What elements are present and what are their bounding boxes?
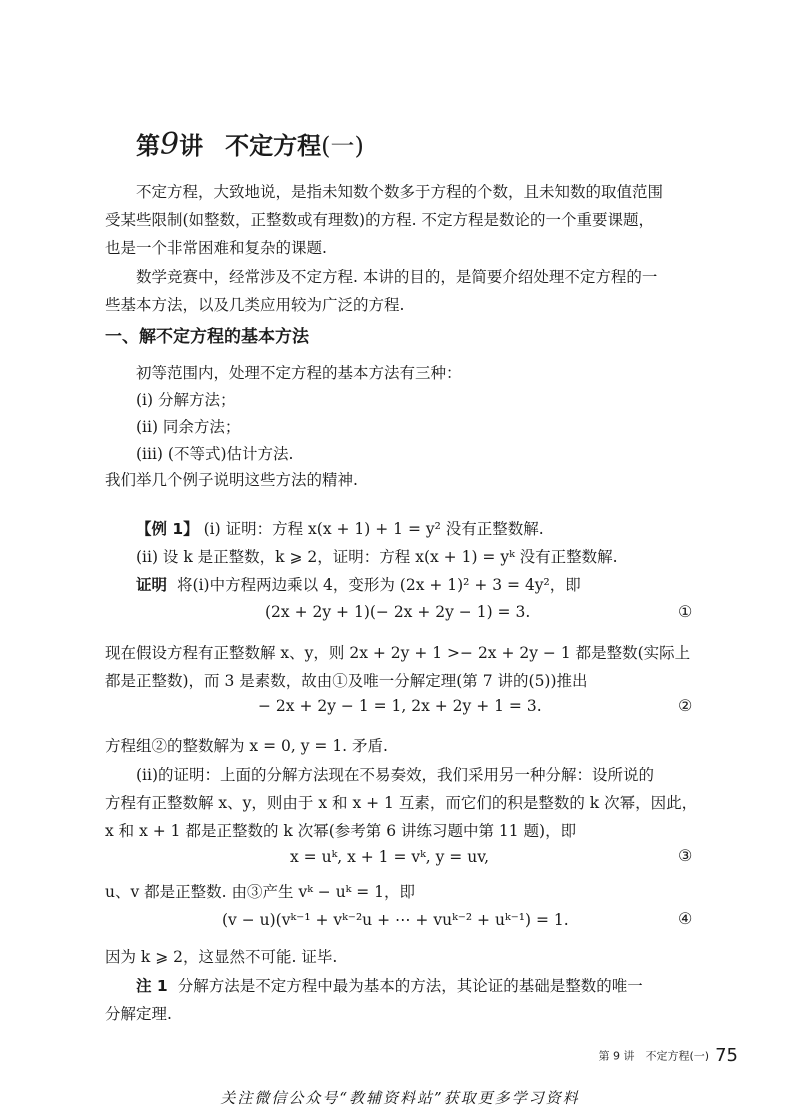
chapter-title: [136, 126, 364, 162]
title-part: (一): [321, 132, 364, 160]
watermark-text: 关注微信公众号“教辅资料站”获取更多学习资料: [220, 1089, 580, 1107]
proof-line: (ii)的证明：上面的分解方法现在不易奏效，我们采用另一种分解：设所说的: [136, 766, 655, 784]
proof-label: 证明: [136, 576, 168, 594]
equation-2-number: ②: [678, 696, 693, 715]
note-label: 注 1: [136, 977, 168, 995]
method-item: (iii) (不等式)估计方法.: [136, 445, 294, 463]
equation-4: (v − u)(vᵏ⁻¹ + vᵏ⁻²u + ⋯ + vuᵏ⁻² + uᵏ⁻¹) = 1.: [222, 911, 569, 929]
footer-chapter: 第 9 讲 不定方程(一): [598, 1049, 710, 1063]
intro-line: 不定方程，大致地说，是指未知数个数多于方程的个数，且未知数的取值范围: [136, 183, 664, 201]
intro-line: 些基本方法，以及几类应用较为广泛的方程.: [105, 296, 405, 314]
proof-line: 方程组②的整数解为 x = 0, y = 1. 矛盾.: [105, 737, 388, 755]
proof-line: 因为 k ⩾ 2，这显然不可能. 证毕.: [105, 948, 338, 966]
page-number: 75: [715, 1045, 738, 1066]
title-prefix: 第: [136, 131, 160, 160]
equation-3-number: ③: [678, 846, 693, 865]
equation-3: x = uᵏ, x + 1 = vᵏ, y = uv,: [290, 848, 490, 866]
equation-1: (2x + 2y + 1)(− 2x + 2y − 1) = 3.: [265, 603, 531, 621]
intro-line: 数学竞赛中，经常涉及不定方程. 本讲的目的，是简要介绍处理不定方程的一: [136, 268, 658, 286]
equation-4-number: ④: [678, 909, 693, 928]
title-number: 9: [160, 127, 180, 162]
equation-2: − 2x + 2y − 1 = 1, 2x + 2y + 1 = 3.: [258, 697, 542, 715]
example-part2: (ii) 设 k 是正整数，k ⩾ 2，证明：方程 x(x + 1) = yᵏ 没有正整数解.: [136, 548, 618, 566]
proof-line: 现在假设方程有正整数解 x、y，则 2x + 2y + 1 >− 2x + 2y − 1 都是整数(实际上: [105, 644, 691, 662]
page-footer: [599, 1045, 738, 1066]
proof-intro: 将(i)中方程两边乘以 4，变形为 (2x + 1)² + 3 = 4y²，即: [177, 576, 581, 594]
intro-line: 也是一个非常困难和复杂的课题.: [105, 239, 327, 257]
section-heading: 一、解不定方程的基本方法: [105, 327, 309, 347]
proof-intro-line: [105, 571, 695, 599]
title-suffix: 讲: [179, 131, 204, 160]
example-label: 【例 1】: [136, 520, 199, 538]
note-text: 分解方法是不定方程中最为基本的方法，其论证的基础是整数的唯一: [177, 977, 643, 995]
proof-line: 都是正整数)，而 3 是素数，故由①及唯一分解定理(第 7 讲的(5))推出: [105, 672, 588, 690]
title-name: 不定方程: [225, 131, 322, 160]
method-item: (ii) 同余方法；: [136, 418, 241, 436]
method-item: (i) 分解方法；: [136, 391, 236, 409]
proof-line: x 和 x + 1 都是正整数的 k 次幂(参考第 6 讲练习题中第 11 题)，即: [105, 822, 577, 840]
note-line: 分解定理.: [105, 1005, 172, 1023]
example-statement: [105, 515, 695, 543]
proof-line: 方程有正整数解 x、y，则由于 x 和 x + 1 互素，而它们的积是整数的 k 次幂，因此，: [105, 794, 698, 812]
intro-line: 受某些限制(如整数，正整数或有理数)的方程. 不定方程是数论的一个重要课题，: [105, 211, 654, 229]
section-after: 我们举几个例子说明这些方法的精神.: [105, 471, 358, 489]
section-lead: 初等范围内，处理不定方程的基本方法有三种：: [136, 364, 462, 382]
equation-1-number: ①: [678, 602, 693, 621]
example-part1: (i) 证明：方程 x(x + 1) + 1 = y² 没有正整数解.: [203, 520, 544, 538]
note-line: [105, 972, 695, 1000]
proof-line: u、v 都是正整数. 由③产生 vᵏ − uᵏ = 1，即: [105, 883, 416, 901]
